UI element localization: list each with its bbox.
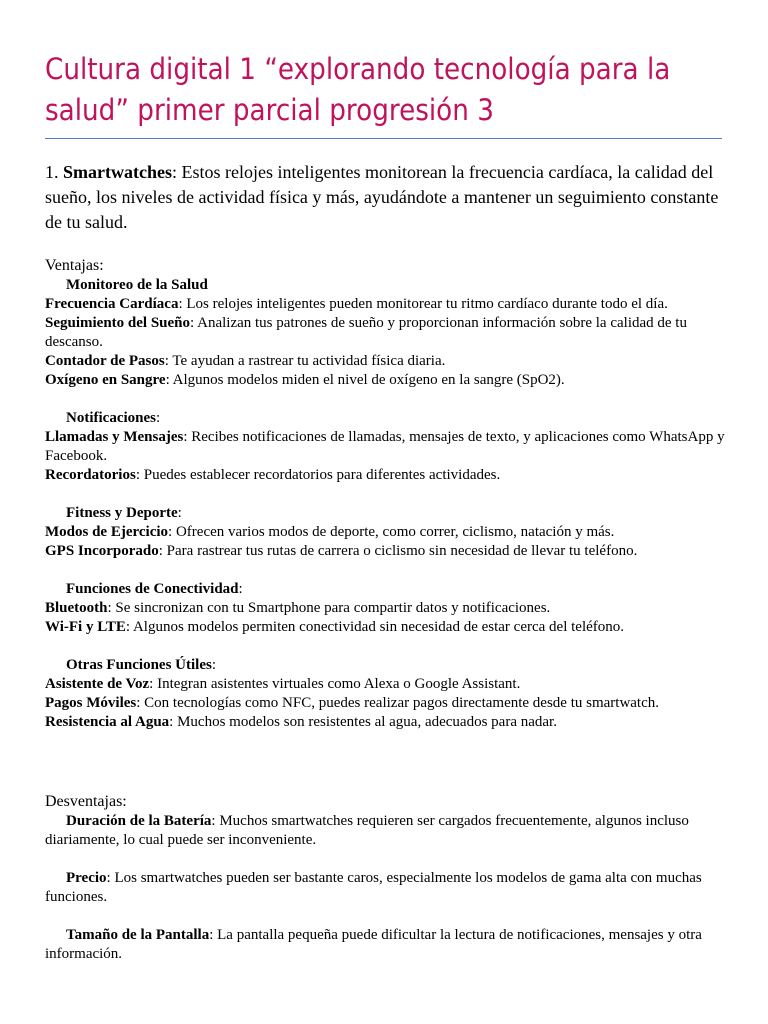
advantage-item [45, 314, 731, 352]
advantage-term: Modos de Ejercicio [45, 524, 169, 540]
advantage-item [45, 295, 731, 314]
group-heading-suffix: : [177, 505, 182, 521]
advantage-item [45, 694, 731, 713]
advantage-item [45, 371, 731, 390]
advantage-term: Wi-Fi y LTE [45, 619, 126, 635]
intro-paragraph [45, 160, 731, 235]
advantage-item [45, 352, 731, 371]
group-heading-title: Funciones de Conectividad [66, 581, 239, 597]
group-heading [45, 504, 731, 523]
group-heading [45, 276, 731, 295]
advantage-text: : Para rastrear tus rutas de carrera o ciclismo sin necesidad de llevar tu teléfono. [158, 543, 638, 559]
advantage-term: Seguimiento del Sueño [45, 315, 191, 331]
advantage-text: : Algunos modelos miden el nivel de oxígeno en la sangre (SpO2). [165, 372, 565, 388]
advantage-group [45, 656, 731, 732]
group-heading-suffix: : [211, 657, 216, 673]
advantage-text: : Integran asistentes virtuales como Alexa o Google Assistant. [149, 676, 521, 692]
advantage-group [45, 504, 731, 561]
advantage-text: : Te ayudan a rastrear tu actividad física diaria. [164, 353, 446, 369]
disadvantage-item [45, 869, 731, 907]
group-heading [45, 656, 731, 675]
advantage-item [45, 618, 731, 637]
advantage-group [45, 580, 731, 637]
advantage-text: : Muchos modelos son resistentes al agua, adecuados para nadar. [169, 714, 557, 730]
group-heading-suffix: : [155, 410, 161, 426]
document-title: Cultura digital 1 “explorando tecnología para la salud” primer parcial progresión 3 [45, 52, 671, 127]
group-heading-title: Notificaciones [66, 410, 156, 426]
advantage-item [45, 675, 731, 694]
advantage-text: : Ofrecen varios modos de deporte, como correr, ciclismo, natación y más. [168, 524, 615, 540]
advantage-text: : Recibes notificaciones de llamadas, mensajes de texto, y aplicaciones como WhatsApp y Facebook. [45, 429, 725, 464]
group-heading-title: Monitoreo de la Salud [66, 277, 208, 293]
advantage-item [45, 599, 731, 618]
advantage-text: : Puedes establecer recordatorios para diferentes actividades. [135, 467, 501, 483]
advantage-term: GPS Incorporado [45, 543, 159, 559]
group-heading-title: Otras Funciones Útiles [66, 657, 212, 673]
disadvantage-text: : Los smartwatches pueden ser bastante caros, especialmente los modelos de gama alta con muchas funciones. [45, 870, 702, 905]
disadvantage-text: : La pantalla pequeña puede dificultar la lectura de notificaciones, mensajes y otra información. [45, 927, 702, 962]
advantage-item [45, 542, 731, 561]
disadvantage-text: : Muchos smartwatches requieren ser cargados frecuentemente, algunos incluso diariamente, lo cual puede ser inconveniente. [45, 813, 689, 848]
disadvantage-term: Duración de la Batería [66, 813, 212, 829]
disadvantage-term: Precio [66, 870, 107, 886]
title-divider [45, 138, 722, 139]
advantage-text: : Se sincronizan con tu Smartphone para compartir datos y notificaciones. [107, 600, 551, 616]
intro-text: : Estos relojes inteligentes monitorean la frecuencia cardíaca, la calidad del sueño, los niveles de actividad física y más, ayudándote a mantener un seguimiento constante de tu salud. [45, 162, 719, 232]
disadvantage-item [45, 926, 731, 964]
advantage-text: : Algunos modelos permiten conectividad sin necesidad de estar cerca del teléfono. [125, 619, 625, 635]
advantage-term: Frecuencia Cardíaca [45, 296, 179, 312]
advantage-text: : Analizan tus patrones de sueño y proporcionan información sobre la calidad de tu descanso. [45, 315, 687, 350]
group-heading [45, 580, 731, 599]
document-page [45, 0, 731, 964]
group-heading-suffix: : [238, 581, 243, 597]
advantage-term: Recordatorios [45, 467, 136, 483]
advantage-text: : Con tecnologías como NFC, puedes realizar pagos directamente desde tu smartwatch. [136, 695, 660, 711]
advantage-item [45, 466, 731, 485]
intro-number: 1. [45, 162, 59, 182]
group-heading [45, 409, 731, 428]
advantage-group [45, 409, 731, 485]
desventajas-label: Desventajas: [45, 793, 127, 810]
disadvantage-term: Tamaño de la Pantalla [66, 927, 210, 943]
advantage-item [45, 428, 731, 466]
advantage-term: Contador de Pasos [45, 353, 165, 369]
disadvantage-item [45, 812, 731, 850]
advantage-term: Asistente de Voz [45, 676, 150, 692]
ventajas-label: Ventajas: [45, 257, 104, 274]
group-heading-title: Fitness y Deporte [66, 505, 178, 521]
advantage-term: Bluetooth [45, 600, 108, 616]
advantage-item [45, 523, 731, 542]
advantage-term: Pagos Móviles [45, 695, 137, 711]
intro-term: Smartwatches [63, 162, 172, 182]
advantage-term: Resistencia al Agua [45, 714, 170, 730]
advantage-text: : Los relojes inteligentes pueden monitorear tu ritmo cardíaco durante todo el día. [178, 296, 668, 312]
advantage-term: Llamadas y Mensajes [45, 429, 184, 445]
advantage-term: Oxígeno en Sangre [45, 372, 166, 388]
advantage-group [45, 276, 731, 390]
advantage-item [45, 713, 731, 732]
